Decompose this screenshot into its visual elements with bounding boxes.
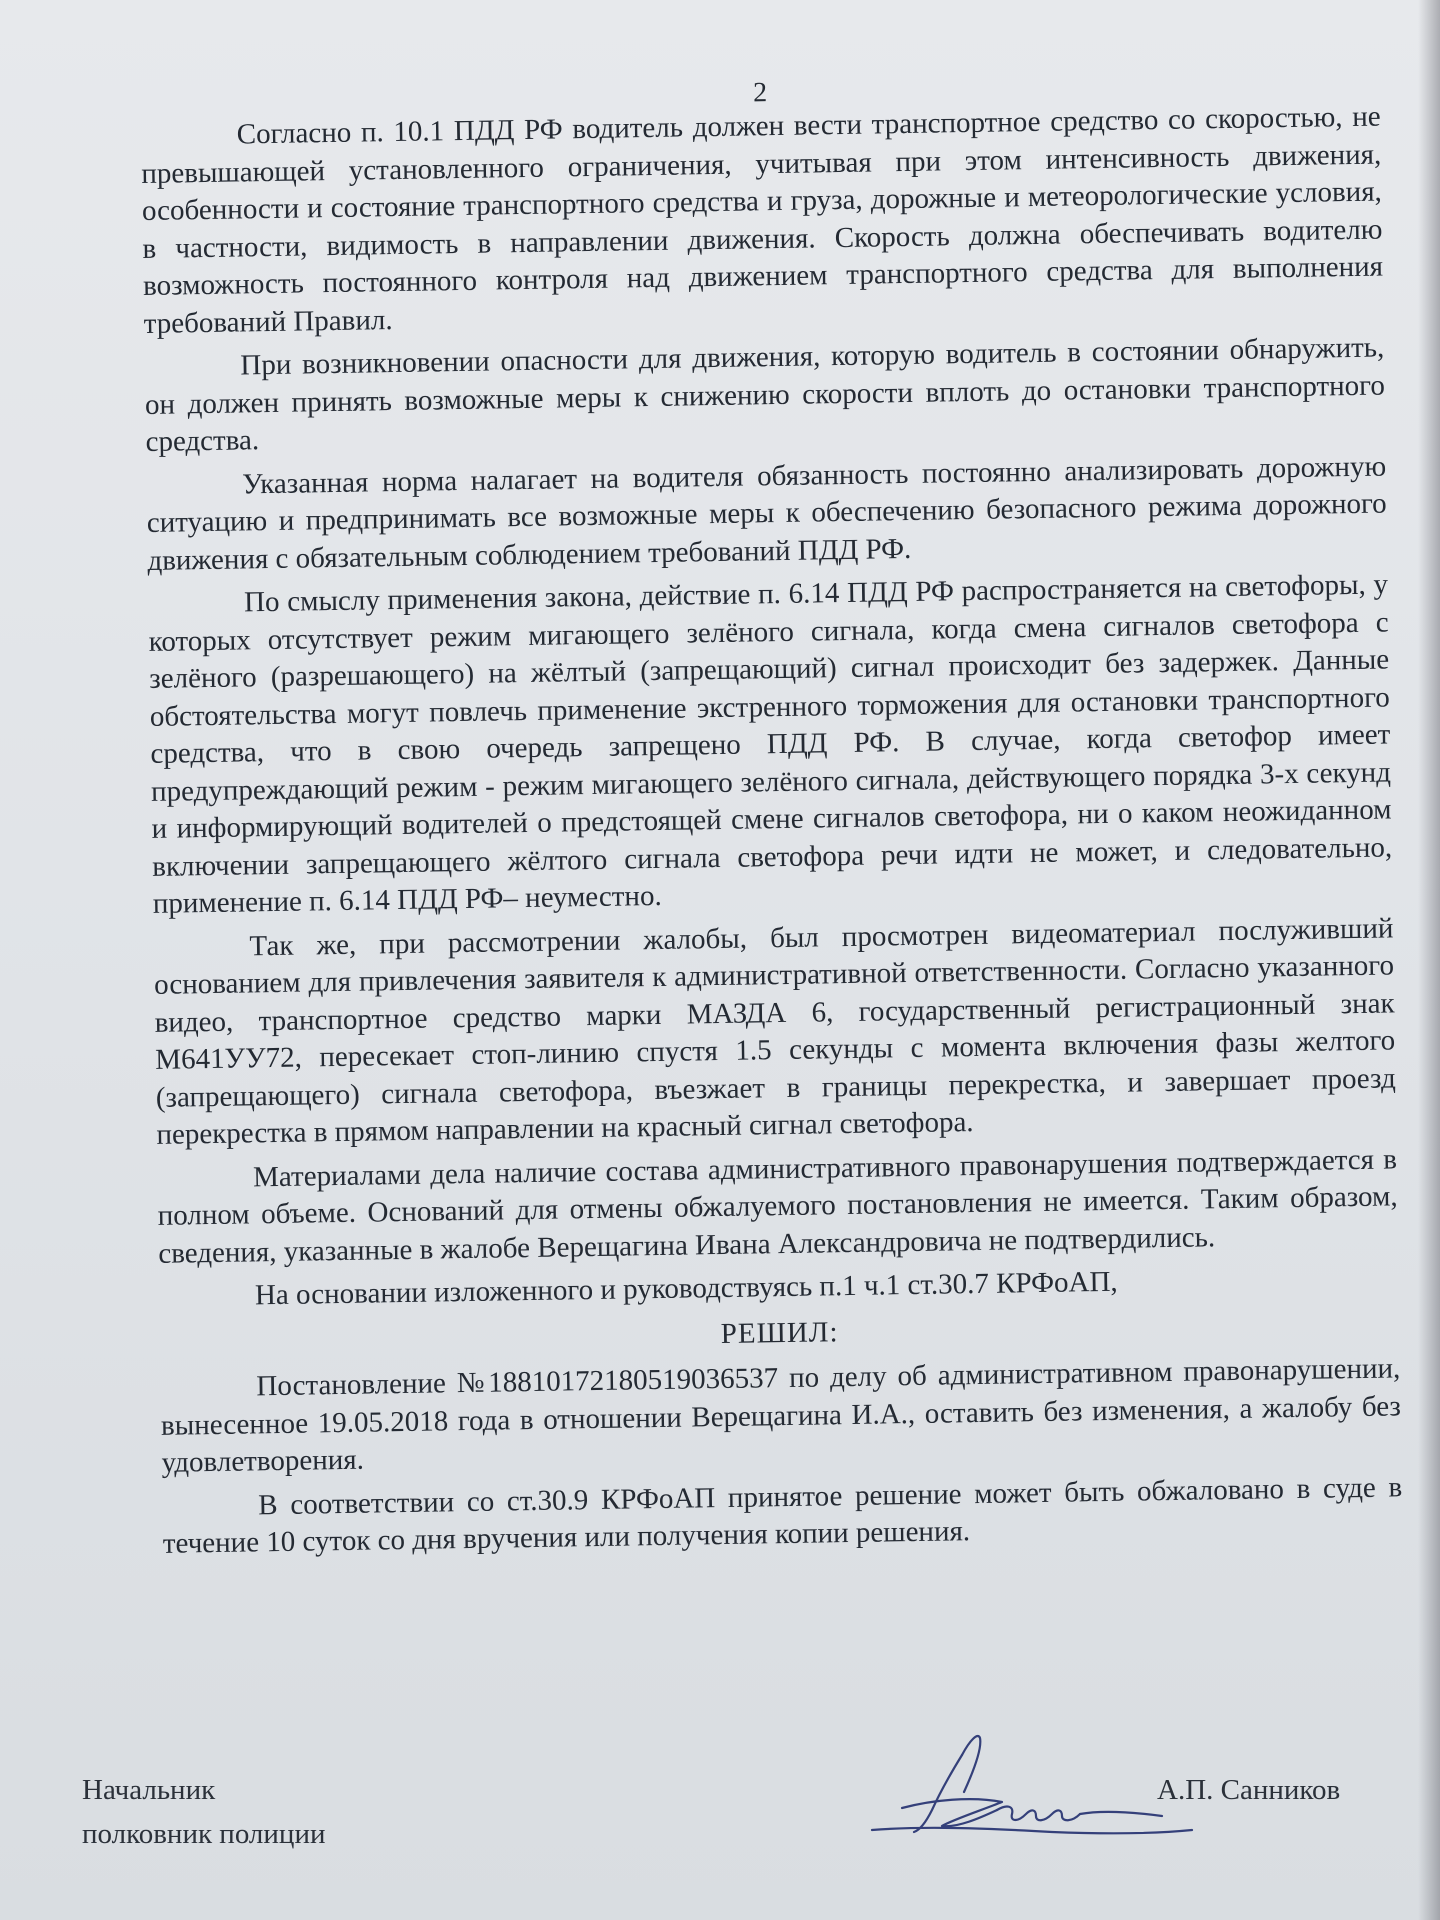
paragraph-danger-rule: При возникновении опасности для движения, которую водитель в состоянии обнаружить, он должен принять возможные меры к снижению скорости вплоть до остановки транспортного средства. <box>144 331 1386 458</box>
paragraph-decision: Постановление №18810172180519036537 по делу об административном правонарушении, вынесенное 19.05.2018 года в отношении Верещагина И.А., оставить без изменения, а жалобу без удовлетворения. <box>160 1352 1402 1479</box>
paragraph-driver-duty: Указанная норма налагает на водителя обязанность постоянно анализировать дорожную ситуацию и предпринимать все возможные меры к обеспечению безопасного режима дорожного движения с обязательным соблюдением требований ПДД РФ. <box>146 449 1387 577</box>
page-edge-shadow <box>1418 0 1440 1920</box>
paragraph-video-review: Так же, при рассмотрении жалобы, был просмотрен видеоматериал послуживший основанием для привлечения заявителя к административной ответственности. Согласно указанного видео, транспортное средство марки МАЗДА 6, государственный регистрационный знак М641УУ72, пересекает стоп-линию спустя 1.5 секунды с момента включения фазы желтого (запрещающего) сигнала светофора, въезжает в границы перекрестка, и завершает проезд перекрестка в прямом направлении на красный сигнал светофора. <box>153 911 1396 1151</box>
signer-name: А.П. Санников <box>1157 1774 1341 1806</box>
paragraph-legal-basis: На основании изложенного и руководствуясь п.1 ч.1 ст.30.7 КРФоАП, <box>254 1265 1118 1312</box>
handwritten-signature <box>862 1710 1202 1860</box>
decision-title: РЕШИЛ: <box>720 1315 839 1350</box>
paragraph-conclusion: Материалами дела наличие состава административного правонарушения подтверждается в полном объеме. Оснований для отмены обжалуемого постановления не имеется. Таким образом, сведения, указанные в жалобе Верещагина Ивана Александровича не подтвердились. <box>157 1142 1398 1270</box>
signer-position: Начальник <box>82 1774 216 1806</box>
page-number: 2 <box>752 77 768 109</box>
signature-block <box>82 1770 1382 1890</box>
paragraph-appeal-notice: В соответствии со ст.30.9 КРФоАП принятое решение может быть обжаловано в суде в течение 10 суток со дня вручения или получения копии решения. <box>162 1470 1403 1560</box>
document-body <box>140 69 1403 1564</box>
signer-rank: полковник полиции <box>82 1818 326 1850</box>
paragraph-speed-rule: Согласно п. 10.1 ПДД РФ водитель должен вести транспортное средство со скоростью, не превышающей установленного ограничения, учитывая при этом интенсивность движения, особенности и состояние транспортного средства и груза, дорожные и метеорологические условия, в частности, видимость в направлении движения. Скорость должна обеспечивать водителю возможность постоянного контроля над движением транспортного средства для выполнения требований Правил. <box>141 100 1384 340</box>
paragraph-traffic-light-interpretation: По смыслу применения закона, действие п. 6.14 ПДД РФ распространяется на светофоры, у которых отсутствует режим мигающего зелёного сигнала, когда смена сигналов светофора с зелёного (разрешающего) на жёлтый (запрещающий) сигнал происходит без задержек. Данные обстоятельства могут повлечь применение экстренного торможения для остановки транспортного средства, что в свою очередь запрещено ПДД РФ. В случае, когда светофор имеет предупреждающий режим - режим мигающего зелёного сигнала, действующего порядка 3-х секунд и информирующий водителей о предстоящей смене сигналов светофора, ни о каком неожиданном включении запрещающего жёлтого сигнала светофора речи идти не может, и следовательно, применение п. 6.14 ПДД РФ– неуместно. <box>148 568 1393 920</box>
